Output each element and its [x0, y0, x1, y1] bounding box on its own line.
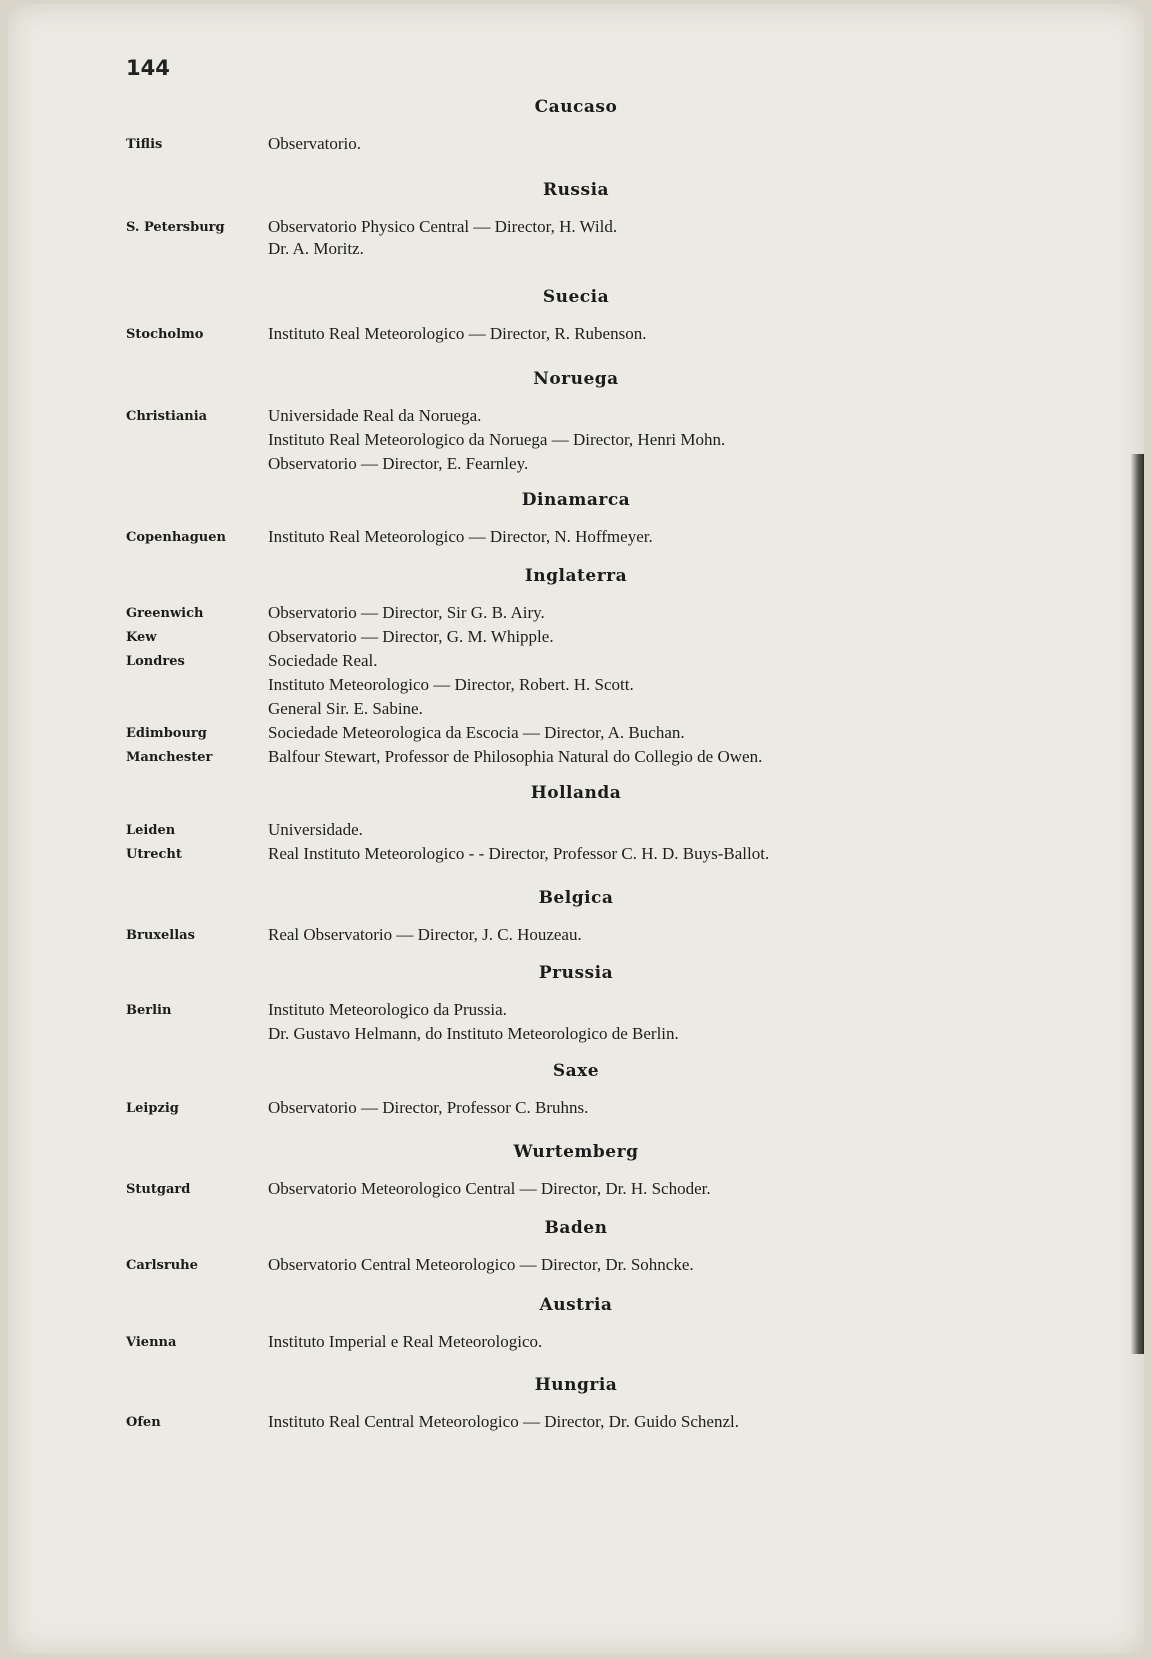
institution-line: Observatorio Physico Central — Director, H. Wild.: [268, 217, 618, 236]
place-name: Vienna: [126, 1335, 177, 1350]
place-name: Kew: [126, 630, 157, 645]
directory-entry: [8, 217, 1144, 258]
directory-entry: [8, 747, 1144, 771]
section-heading: Hungria: [534, 1375, 618, 1395]
section-heading: Dinamarca: [521, 490, 631, 510]
directory-entry: [8, 527, 1144, 551]
place-name: Stutgard: [126, 1182, 191, 1197]
institution-line: General Sir. E. Sabine.: [268, 699, 423, 718]
section-heading: Inglaterra: [524, 566, 628, 586]
place-name: Greenwich: [126, 606, 204, 621]
institution-line: Balfour Stewart, Professor de Philosophia Natural do Collegio de Owen.: [268, 747, 763, 766]
section-heading: Hollanda: [530, 783, 622, 803]
institution-line: Instituto Meteorologico da Prussia.: [268, 1000, 507, 1019]
directory-entry: [8, 324, 1144, 348]
institution-line: Observatorio.: [268, 134, 362, 153]
directory-entry: [8, 820, 1144, 844]
directory-entry: [8, 1332, 1144, 1356]
directory-entry: [8, 1179, 1144, 1203]
section-heading: Prussia: [538, 963, 614, 983]
directory-entry: [8, 1255, 1144, 1279]
directory-entry: [8, 651, 1144, 718]
institution-line: Instituto Real Meteorologico — Director, R. Rubenson.: [268, 324, 647, 343]
section-heading: Caucaso: [534, 97, 618, 117]
institution-line: Observatorio Meteorologico Central — Director, Dr. H. Schoder.: [268, 1179, 711, 1198]
directory-entry: [8, 134, 1144, 158]
document-page: [8, 4, 1144, 1654]
place-name: Bruxellas: [126, 928, 195, 943]
directory-entry: [8, 1000, 1144, 1043]
directory-entry: [8, 844, 1144, 868]
place-name: Christiania: [126, 409, 208, 424]
institution-line: Universidade Real da Noruega.: [268, 406, 482, 425]
section-heading: Austria: [539, 1295, 613, 1315]
place-name: Utrecht: [126, 847, 182, 862]
section-heading: Russia: [542, 180, 610, 200]
institution-line: Observatorio — Director, Professor C. Bruhns.: [268, 1098, 589, 1117]
institution-line: Dr. A. Moritz.: [268, 239, 364, 258]
place-name: Londres: [126, 654, 185, 669]
section-heading: Wurtemberg: [513, 1142, 639, 1162]
institution-line: Instituto Real Meteorologico — Director, N. Hoffmeyer.: [268, 527, 653, 546]
directory-entry: [8, 925, 1144, 949]
place-name: Copenhaguen: [126, 530, 226, 545]
place-name: Manchester: [126, 750, 213, 765]
directory-entry: [8, 406, 1144, 473]
directory-entry: [8, 1098, 1144, 1122]
institution-line: Instituto Imperial e Real Meteorologico.: [268, 1332, 543, 1351]
institution-line: Instituto Real Meteorologico da Noruega — Director, Henri Mohn.: [268, 430, 726, 449]
page-number: 144: [126, 56, 170, 80]
section-heading: Belgica: [538, 888, 614, 908]
directory-entry: [8, 603, 1144, 627]
institution-line: Observatorio — Director, Sir G. B. Airy.: [268, 603, 545, 622]
section-heading: Noruega: [533, 369, 619, 389]
section-heading: Saxe: [552, 1061, 600, 1081]
place-name: Berlin: [126, 1003, 172, 1018]
place-name: Leiden: [126, 823, 176, 838]
place-name: Stocholmo: [126, 327, 204, 342]
section-heading: Suecia: [542, 287, 610, 307]
institution-line: Sociedade Meteorologica da Escocia — Director, A. Buchan.: [268, 723, 685, 742]
directory-entry: [8, 1412, 1144, 1436]
institution-line: Observatorio Central Meteorologico — Director, Dr. Sohncke.: [268, 1255, 694, 1274]
institution-line: Observatorio — Director, E. Fearnley.: [268, 454, 529, 473]
institution-line: Real Instituto Meteorologico - - Director, Professor C. H. D. Buys-Ballot.: [268, 844, 770, 863]
institution-line: Sociedade Real.: [268, 651, 378, 670]
place-name: Leipzig: [126, 1101, 179, 1116]
place-name: Carlsruhe: [126, 1258, 198, 1273]
institution-line: Dr. Gustavo Helmann, do Instituto Meteorologico de Berlin.: [268, 1024, 679, 1043]
directory-entry: [8, 723, 1144, 747]
place-name: Ofen: [126, 1415, 161, 1430]
directory-entry: [8, 627, 1144, 651]
institution-line: Real Observatorio — Director, J. C. Houzeau.: [268, 925, 582, 944]
place-name: Tiflis: [126, 137, 163, 152]
section-heading: Baden: [544, 1218, 608, 1238]
place-name: S. Petersburg: [126, 220, 225, 235]
institution-line: Instituto Meteorologico — Director, Robert. H. Scott.: [268, 675, 634, 694]
institution-line: Universidade.: [268, 820, 363, 839]
place-name: Edimbourg: [126, 726, 207, 741]
institution-line: Observatorio — Director, G. M. Whipple.: [268, 627, 554, 646]
institution-line: Instituto Real Central Meteorologico — Director, Dr. Guido Schenzl.: [268, 1412, 739, 1431]
